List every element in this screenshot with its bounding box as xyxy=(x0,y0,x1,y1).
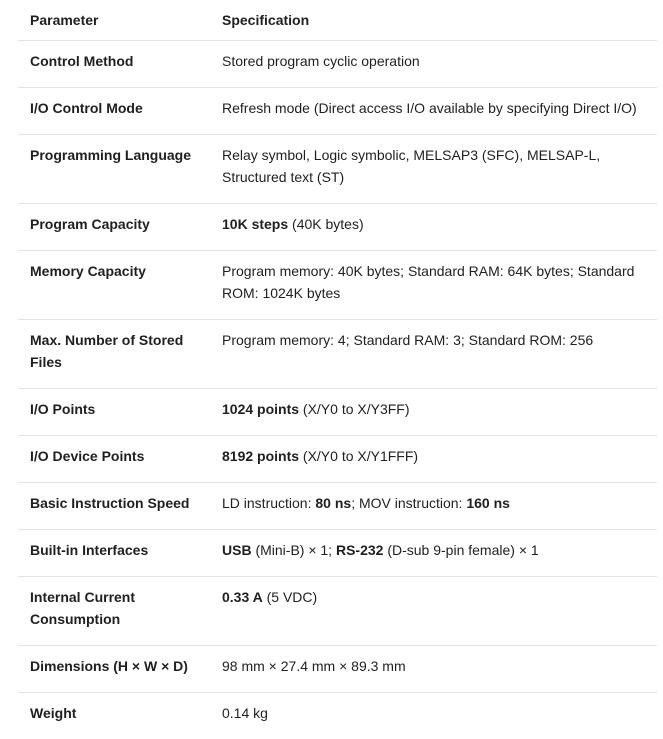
table-row xyxy=(18,135,657,204)
parameter-cell: Max. Number of Stored Files xyxy=(18,320,210,389)
parameter-cell: Built-in Interfaces xyxy=(18,530,210,577)
parameter-cell: I/O Control Mode xyxy=(18,88,210,135)
table-row xyxy=(18,530,657,577)
spec-value-emphasis: 160 ns xyxy=(466,495,510,511)
spec-value-text: (Mini-B) × 1; xyxy=(252,542,336,558)
spec-value-text: (X/Y0 to X/Y1FFF) xyxy=(299,448,418,464)
table-row xyxy=(18,693,657,739)
header-row xyxy=(18,0,657,41)
spec-value-emphasis: 1024 points xyxy=(222,401,299,417)
table-row xyxy=(18,483,657,530)
specification-cell xyxy=(210,88,657,135)
parameter-cell: Internal Current Consumption xyxy=(18,577,210,646)
spec-value-text: (D-sub 9-pin female) × 1 xyxy=(383,542,538,558)
spec-value-emphasis: 0.33 A xyxy=(222,589,263,605)
specification-table xyxy=(18,0,657,739)
specification-cell xyxy=(210,483,657,530)
specification-cell xyxy=(210,693,657,739)
spec-value-text: Refresh mode (Direct access I/O available by specifying Direct I/O) xyxy=(222,100,637,116)
header-specification: Specification xyxy=(210,0,657,41)
table-row xyxy=(18,436,657,483)
table-body xyxy=(18,41,657,739)
spec-value-emphasis: 10K steps xyxy=(222,216,288,232)
specification-cell xyxy=(210,436,657,483)
parameter-cell: Weight xyxy=(18,693,210,739)
table-row xyxy=(18,204,657,251)
spec-value-emphasis: 80 ns xyxy=(315,495,351,511)
spec-value-text: Relay symbol, Logic symbolic, MELSAP3 (SFC), MELSAP-L, Structured text (ST) xyxy=(222,147,600,185)
specification-cell xyxy=(210,204,657,251)
specification-cell xyxy=(210,577,657,646)
spec-value-text: (X/Y0 to X/Y3FF) xyxy=(299,401,409,417)
spec-value-emphasis: 8192 points xyxy=(222,448,299,464)
spec-value-text: Program memory: 40K bytes; Standard RAM: 64K bytes; Standard ROM: 1024K bytes xyxy=(222,263,634,301)
table-row xyxy=(18,577,657,646)
parameter-cell: I/O Device Points xyxy=(18,436,210,483)
table-row xyxy=(18,88,657,135)
specification-cell xyxy=(210,646,657,693)
spec-value-emphasis: USB xyxy=(222,542,252,558)
specification-cell xyxy=(210,251,657,320)
spec-value-text: ; MOV instruction: xyxy=(351,495,466,511)
table-row xyxy=(18,41,657,88)
parameter-cell: Program Capacity xyxy=(18,204,210,251)
specification-cell xyxy=(210,530,657,577)
parameter-cell: Control Method xyxy=(18,41,210,88)
table-row xyxy=(18,646,657,693)
table-row xyxy=(18,251,657,320)
spec-value-text: (40K bytes) xyxy=(288,216,363,232)
header-parameter: Parameter xyxy=(18,0,210,41)
specification-cell xyxy=(210,135,657,204)
specification-cell xyxy=(210,41,657,88)
table-header xyxy=(18,0,657,41)
spec-value-text: Stored program cyclic operation xyxy=(222,53,420,69)
specification-cell xyxy=(210,389,657,436)
spec-value-text: (5 VDC) xyxy=(263,589,317,605)
spec-value-text: 98 mm × 27.4 mm × 89.3 mm xyxy=(222,658,406,674)
parameter-cell: Basic Instruction Speed xyxy=(18,483,210,530)
parameter-cell: Dimensions (H × W × D) xyxy=(18,646,210,693)
parameter-cell: I/O Points xyxy=(18,389,210,436)
parameter-cell: Programming Language xyxy=(18,135,210,204)
parameter-cell: Memory Capacity xyxy=(18,251,210,320)
spec-value-text: Program memory: 4; Standard RAM: 3; Standard ROM: 256 xyxy=(222,332,593,348)
spec-value-emphasis: RS-232 xyxy=(336,542,383,558)
table-row xyxy=(18,389,657,436)
specification-cell xyxy=(210,320,657,389)
table-row xyxy=(18,320,657,389)
spec-value-text: LD instruction: xyxy=(222,495,315,511)
spec-value-text: 0.14 kg xyxy=(222,705,268,721)
